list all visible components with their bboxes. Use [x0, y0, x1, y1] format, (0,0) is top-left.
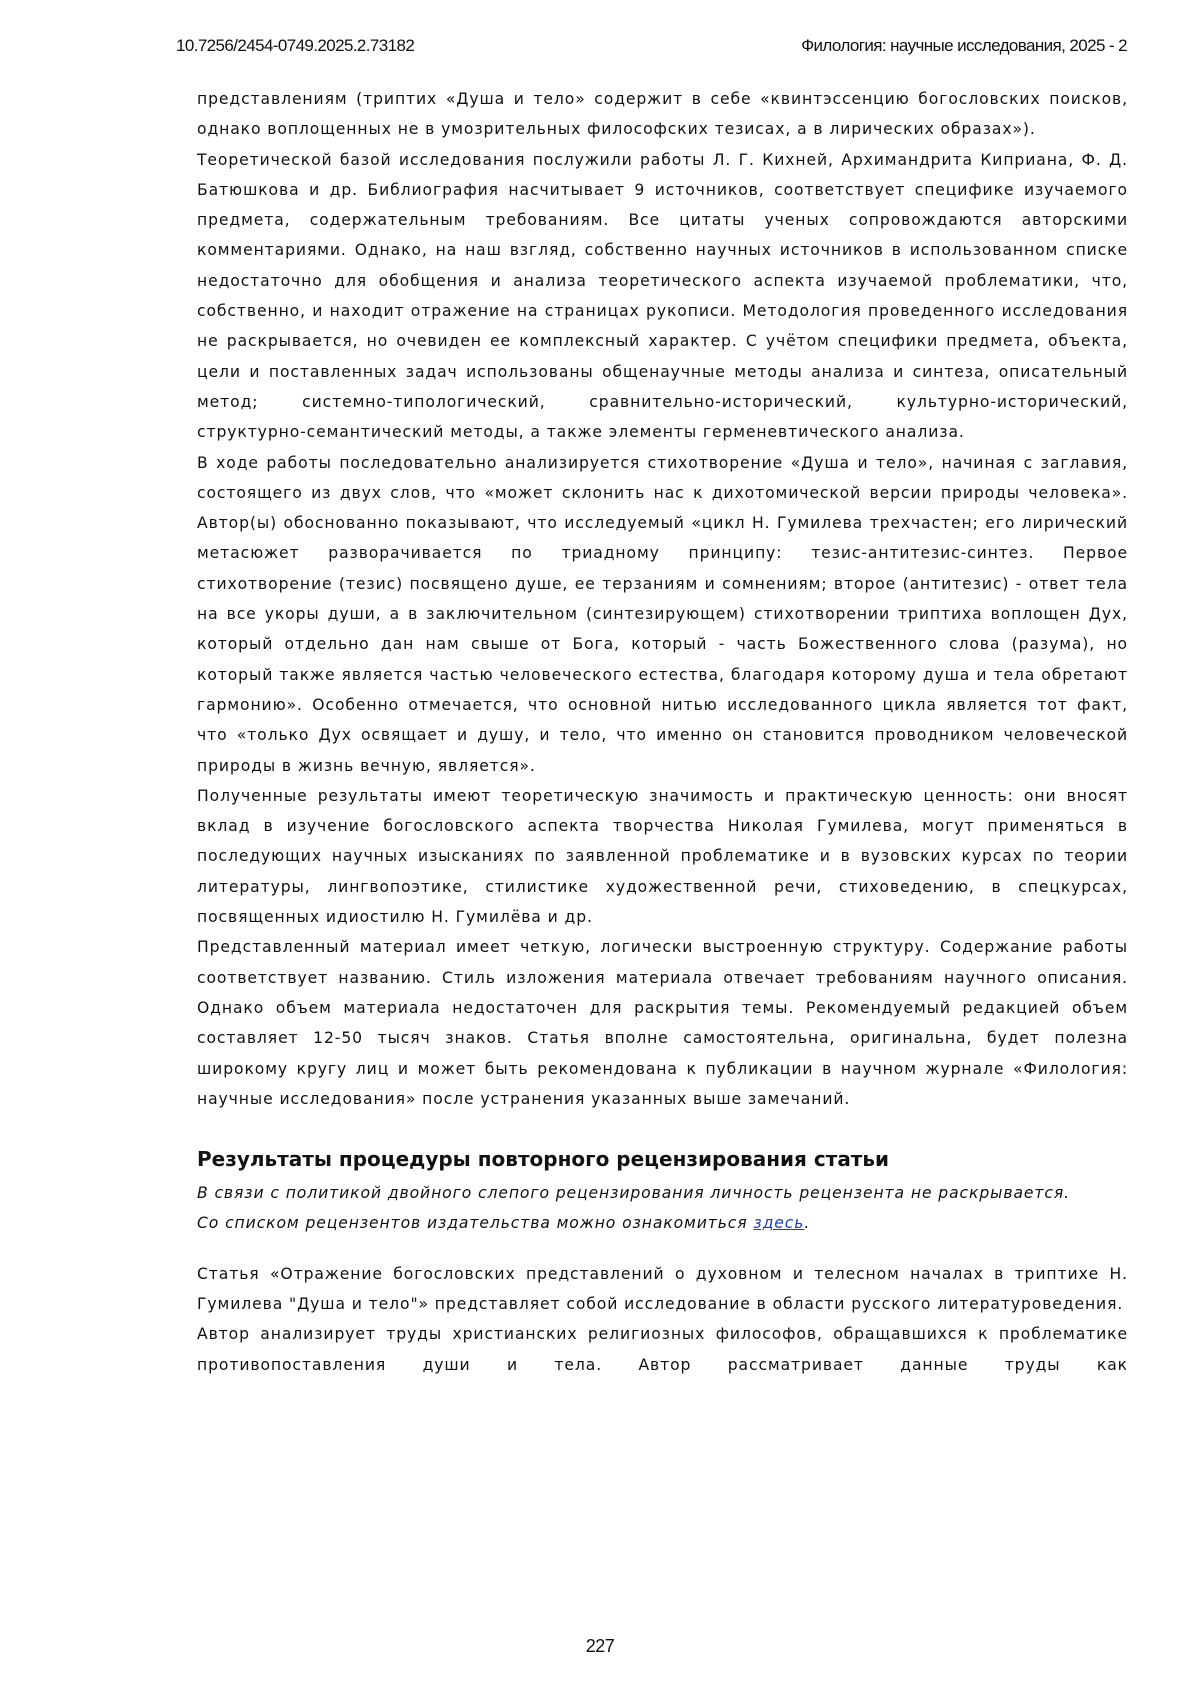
article-body — [197, 84, 1128, 1380]
paragraph: Теоретической базой исследования послужили работы Л. Г. Кихней, Архимандрита Киприана, Ф. Д. Батюшкова и др. Библиография насчитывает 9 источников, соответствует специфике изучаемого предмета, содержательным требованиям. Все цитаты ученых сопровождаются авторскими комментариями. Однако, на наш взгляд, собственно научных источников в использованном списке недостаточно для обобщения и анализа теоретического аспекта изучаемой проблематики, что, собственно, и находит отражение на страницах рукописи. Методология проведенного исследования не раскрывается, но очевиден ее комплексный характер. С учётом специфики предмета, объекта, цели и поставленных задач использованы общенаучные методы анализа и синтеза, описательный метод; системно-типологический, сравнительно-исторический, культурно-исторический, структурно-семантический методы, а также элементы герменевтического анализа. — [197, 150, 1128, 442]
paragraph: Представленный материал имеет четкую, логически выстроенную структуру. Содержание работы соответствует названию. Стиль изложения материала отвечает требованиям научного описания. Однако объем материала недостаточен для раскрытия темы. Рекомендуемый редакцией объем составляет 12-50 тысяч знаков. Статья вполне самостоятельна, оригинальна, будет полезна широкому кругу лиц и может быть рекомендована к публикации в научном журнале «Филология: научные исследования» после устранения указанных выше замечаний. — [197, 938, 1128, 1108]
page-number: 227 — [585, 1636, 615, 1656]
reviewers-note-end: . — [804, 1214, 811, 1233]
paragraph: Статья «Отражение богословских представлений о духовном и телесном началах в триптихе Н. Гумилева "Душа и тело"» представляет собой исследование в области русского литературоведения. — [197, 1264, 1128, 1313]
paragraph: В ходе работы последовательно анализируется стихотворение «Душа и тело», начиная с заглавия, состоящего из двух слов, что «может склонить нас к дихотомической версии природы человека». Автор(ы) обоснованно показывают, что исследуемый «цикл Н. Гумилева трехчастен; его лирический метасюжет разворачивается по триадному принципу: тезис-антитезис-синтез. Первое стихотворение (тезис) посвящено душе, ее терзаниям и сомнениям; второе (антитезис) - ответ тела на все укоры души, а в заключительном (синтезирующем) стихотворении триптиха воплощен Дух, который отдельно дан нам свыше от Бога, который - часть Божественного слова (разума), но который также является частью человеческого естества, благодаря которому душа и тела обретают гармонию». Особенно отмечается, что основной нитью исследованного цикла является тот факт, что «только Дух освящает и душу, и тело, что именно он становится проводником человеческой природы в жизнь вечную, является». — [197, 453, 1128, 775]
paragraph: Полученные результаты имеют теоретическую значимость и практическую ценность: они вносят вклад в изучение богословского аспекта творчества Николая Гумилева, могут применяться в последующих научных изысканиях по заявленной проблематике и в вузовских курсах по теории литературы, лингвопоэтике, стилистике художественной речи, стиховедению, в спецкурсах, посвященных идиостилю Н. Гумилёва и др. — [197, 786, 1128, 927]
section-heading: Результаты процедуры повторного рецензирования статьи — [197, 1147, 890, 1172]
reviewers-note-text: Со списком рецензентов издательства можно ознакомиться — [197, 1214, 754, 1233]
doi-header: 10.7256/2454-0749.2025.2.73182 — [176, 36, 415, 55]
reviewers-list-link[interactable]: здесь — [753, 1214, 805, 1233]
journal-header: Филология: научные исследования, 2025 - 2 — [801, 36, 1127, 55]
paragraph: Автор анализирует труды христианских религиозных философов, обращавшихся к проблематике противопоставления души и тела. Автор рассматривает данные труды как — [197, 1325, 1128, 1374]
reviewers-note — [197, 1208, 1128, 1238]
anonymity-note: В связи с политикой двойного слепого рецензирования личность рецензента не раскрывается. — [197, 1184, 1070, 1203]
paragraph: представлениям (триптих «Душа и тело» содержит в себе «квинтэссенцию богословских поисков, однако воплощенных не в умозрительных философских тезисах, а в лирических образах»). — [197, 90, 1128, 139]
